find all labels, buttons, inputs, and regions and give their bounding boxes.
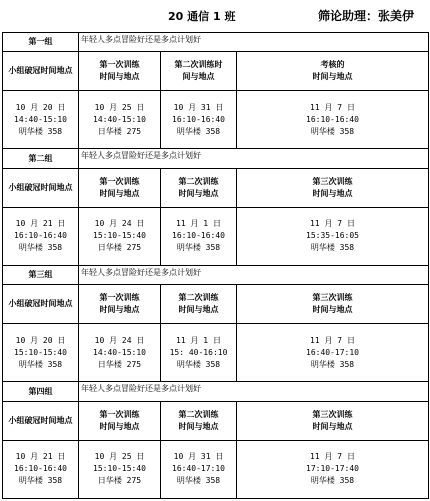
schedule-cell <box>3 207 79 265</box>
location-text: 日华楼 275 <box>97 126 142 136</box>
schedule-cell <box>237 324 429 382</box>
time-text: 14:40-15:10 <box>14 114 67 124</box>
schedule-row <box>3 324 429 382</box>
schedule-cell <box>3 91 79 149</box>
time-text: 14:40-15:10 <box>93 347 146 357</box>
date-text: 11 月 7 日 <box>310 102 355 112</box>
column-header: 第一次训练 时间与地点 <box>79 285 161 324</box>
schedule-cell <box>3 440 79 498</box>
schedule-cell <box>237 91 429 149</box>
group-topic: 年轻人多点冒险好还是多点计划好 <box>79 265 429 284</box>
date-text: 11 月 7 日 <box>310 335 355 345</box>
column-header: 第三次训练 时间与地点 <box>237 168 429 207</box>
location-text: 明华楼 358 <box>310 243 355 253</box>
column-header: 第一次训练 时间与地点 <box>79 52 161 91</box>
column-header: 第三次训练 时间与地点 <box>237 285 429 324</box>
schedule-cell <box>161 91 237 149</box>
group-name: 第三组 <box>3 265 79 284</box>
group-row <box>3 382 429 401</box>
location-text: 明华楼 358 <box>18 359 63 369</box>
location-text: 日华楼 275 <box>97 359 142 369</box>
time-text: 16:10-16:40 <box>172 114 225 124</box>
schedule-cell <box>79 91 161 149</box>
title-bar <box>0 0 430 32</box>
date-text: 10 月 24 日 <box>94 335 145 345</box>
date-text: 11 月 7 日 <box>310 219 355 229</box>
column-header: 考核的 时间与地点 <box>237 52 429 91</box>
location-text: 明华楼 358 <box>310 359 355 369</box>
column-header: 小组破冠时间地点 <box>3 401 79 440</box>
date-text: 10 月 21 日 <box>15 452 66 462</box>
group-name: 第一组 <box>3 33 79 52</box>
column-header: 小组破冠时间地点 <box>3 285 79 324</box>
schedule-cell <box>237 207 429 265</box>
location-text: 明华楼 358 <box>18 476 63 486</box>
location-text: 明华楼 358 <box>310 476 355 486</box>
time-text: 15:10-15:40 <box>93 464 146 474</box>
group-name: 第二组 <box>3 149 79 168</box>
column-header: 小组破冠时间地点 <box>3 52 79 91</box>
column-header: 第二次训练时 间与地点 <box>161 52 237 91</box>
date-text: 11 月 1 日 <box>176 335 221 345</box>
location-text: 明华楼 358 <box>18 243 63 253</box>
time-text: 16:40-17:10 <box>306 347 359 357</box>
time-text: 15: 40-16:10 <box>169 347 228 357</box>
schedule-cell <box>79 324 161 382</box>
schedule-cell <box>79 440 161 498</box>
time-text: 15:35-16:05 <box>306 231 359 241</box>
location-text: 日华楼 275 <box>97 476 142 486</box>
schedule-cell <box>79 207 161 265</box>
date-text: 11 月 1 日 <box>176 219 221 229</box>
date-text: 11 月 7 日 <box>310 452 355 462</box>
location-text: 明华楼 358 <box>176 243 221 253</box>
column-header-row <box>3 168 429 207</box>
date-text: 10 月 24 日 <box>94 219 145 229</box>
column-header: 第二次训练 时间与地点 <box>161 401 237 440</box>
column-header: 第二次训练 时间与地点 <box>161 285 237 324</box>
location-text: 明华楼 358 <box>310 126 355 136</box>
time-text: 15:10-15:40 <box>14 347 67 357</box>
class-title: 20 通信 1 班 <box>168 10 236 23</box>
date-text: 10 月 25 日 <box>94 452 145 462</box>
column-header-row <box>3 52 429 91</box>
column-header: 小组破冠时间地点 <box>3 168 79 207</box>
time-text: 16:10-16:40 <box>14 464 67 474</box>
time-text: 17:10-17:40 <box>306 464 359 474</box>
column-header: 第一次训练 时间与地点 <box>79 168 161 207</box>
time-text: 15:10-15:40 <box>93 231 146 241</box>
date-text: 10 月 20 日 <box>15 102 66 112</box>
column-header-row <box>3 401 429 440</box>
location-text: 明华楼 358 <box>176 126 221 136</box>
column-header: 第三次训练 时间与地点 <box>237 401 429 440</box>
time-text: 16:10-16:40 <box>172 231 225 241</box>
group-row <box>3 33 429 52</box>
location-text: 明华楼 358 <box>18 126 63 136</box>
time-text: 14:40-15:10 <box>93 114 146 124</box>
schedule-row <box>3 91 429 149</box>
group-topic: 年轻人多点冒险好还是多点计划好 <box>79 33 429 52</box>
schedule-cell <box>3 324 79 382</box>
column-header: 第二次训练 时间与地点 <box>161 168 237 207</box>
schedule-row <box>3 440 429 498</box>
schedule-cell <box>161 324 237 382</box>
location-text: 明华楼 358 <box>176 359 221 369</box>
date-text: 10 月 21 日 <box>15 219 66 229</box>
date-text: 10 月 25 日 <box>94 102 145 112</box>
date-text: 10 月 20 日 <box>15 335 66 345</box>
location-text: 明华楼 358 <box>176 476 221 486</box>
column-header: 第一次训练 时间与地点 <box>79 401 161 440</box>
location-text: 日华楼 275 <box>97 243 142 253</box>
schedule-row <box>3 207 429 265</box>
time-text: 16:40-17:10 <box>172 464 225 474</box>
schedule-table <box>2 32 429 499</box>
schedule-cell <box>161 440 237 498</box>
date-text: 10 月 31 日 <box>173 102 224 112</box>
group-topic: 年轻人多点冒险好还是多点计划好 <box>79 149 429 168</box>
group-row <box>3 265 429 284</box>
date-text: 10 月 31 日 <box>173 452 224 462</box>
assistant-name: 筛论助理：张美伊 <box>318 9 415 23</box>
column-header-row <box>3 285 429 324</box>
schedule-cell <box>161 207 237 265</box>
group-topic: 年轻人多点冒险好还是多点计划好 <box>79 382 429 401</box>
group-name: 第四组 <box>3 382 79 401</box>
schedule-cell <box>237 440 429 498</box>
time-text: 16:10-16:40 <box>14 231 67 241</box>
time-text: 16:10-16:40 <box>306 114 359 124</box>
group-row <box>3 149 429 168</box>
